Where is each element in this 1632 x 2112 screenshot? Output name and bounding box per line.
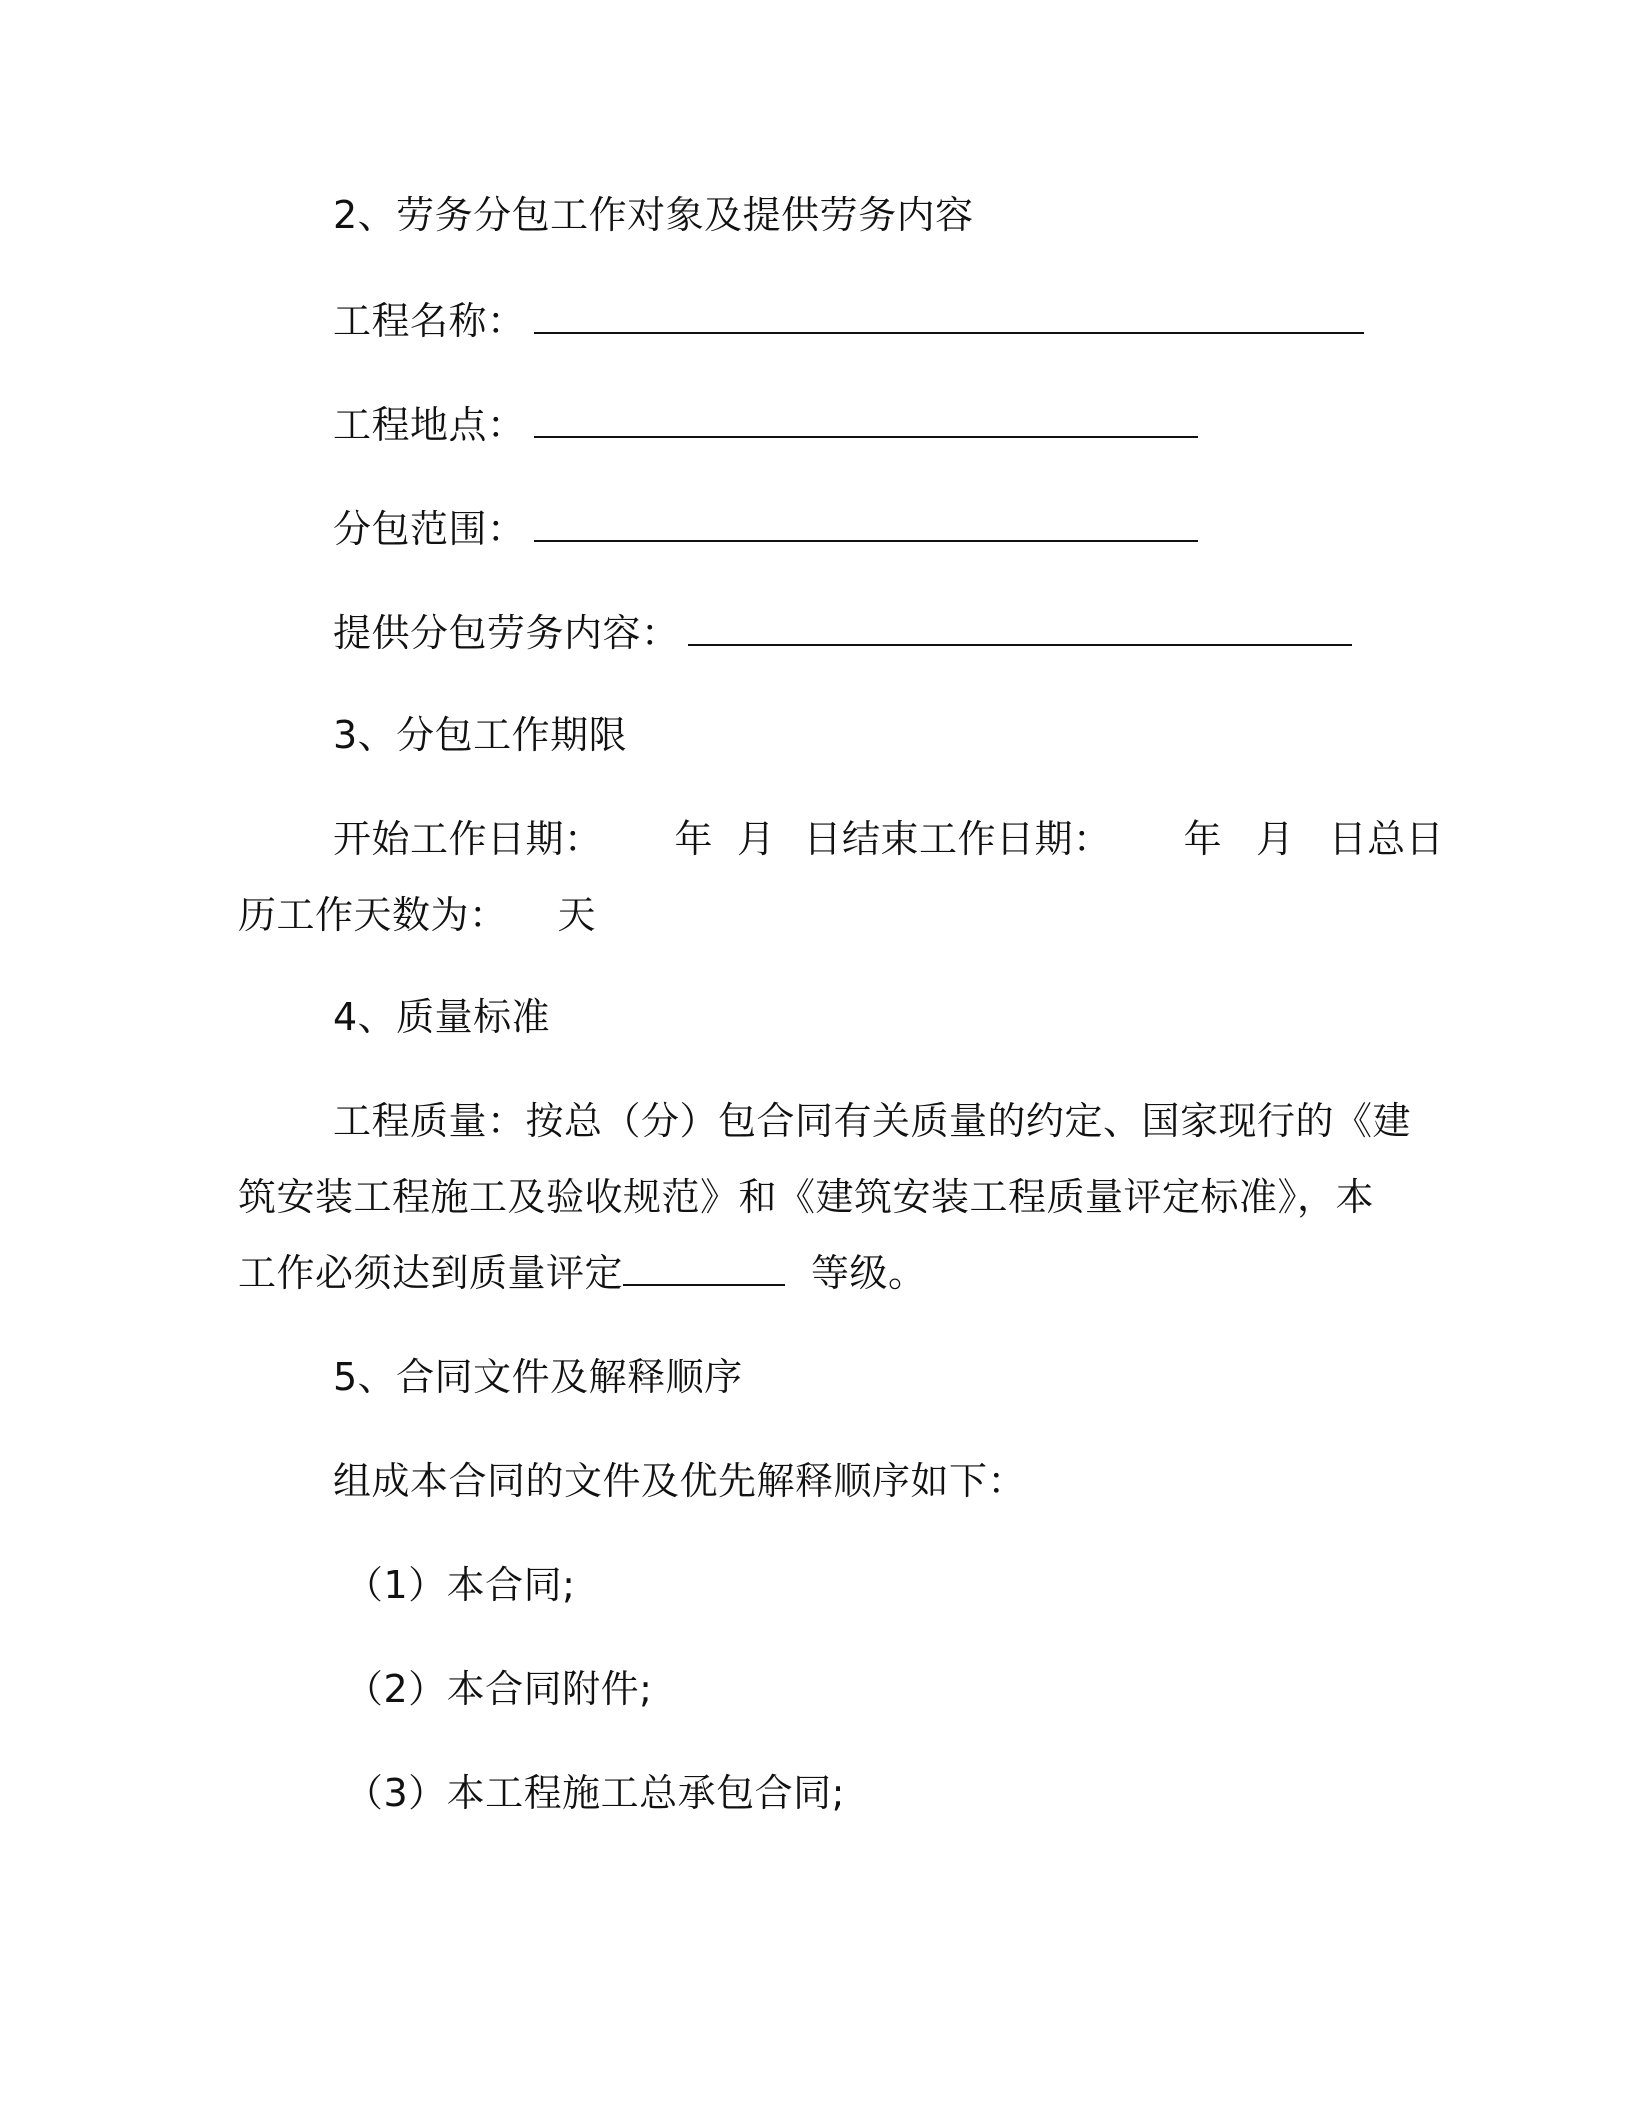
days-unit-label: 天 [557,893,597,937]
work-period-line2 [238,892,596,938]
list-item: （1）本合同; [345,1563,576,1607]
project-name-row [333,298,1364,344]
quality-line-3 [238,1250,927,1296]
end-year-label: 年 [1183,817,1223,861]
project-location-label: 工程地点： [333,403,526,447]
quality-line-3-suffix: 等级。 [811,1251,927,1295]
section-2-heading: 2、劳务分包工作对象及提供劳务内容 [333,193,974,237]
contract-docs-intro: 组成本合同的文件及优先解释顺序如下： [333,1459,1027,1503]
list-item: （3）本工程施工总承包合同; [345,1771,845,1815]
project-name-blank [534,300,1364,334]
quality-line-2: 筑安装工程施工及验收规范》和《建筑安装工程质量评定标准》，本 [238,1175,1375,1219]
work-period-line1 [333,816,1444,862]
subcontract-scope-row [333,506,1198,552]
subcontract-scope-label: 分包范围： [333,507,526,551]
section-5-heading: 5、合同文件及解释顺序 [333,1355,743,1399]
project-name-label: 工程名称： [333,299,526,343]
quality-line-3-prefix: 工作必须达到质量评定 [238,1251,624,1295]
project-location-blank [534,404,1198,438]
end-month-label: 月 [1256,817,1295,861]
quality-line-1: 工程质量：按总（分）包合同有关质量的约定、国家现行的《建 [333,1099,1412,1143]
start-year-label: 年 [674,817,714,861]
end-date-label: 日结束工作日期： [803,817,1112,861]
labor-content-label: 提供分包劳务内容： [333,611,680,655]
section-3-heading: 3、分包工作期限 [333,713,628,757]
list-item: （2）本合同附件; [345,1667,653,1711]
labor-content-row [333,610,1352,656]
labor-content-blank [688,612,1352,646]
start-date-label: 开始工作日期： [333,817,603,861]
project-location-row [333,402,1198,448]
end-day-total-label: 日总日 [1328,817,1445,861]
total-days-label: 历工作天数为： [238,893,508,937]
start-month-label: 月 [737,817,776,861]
quality-grade-blank [623,1252,785,1286]
section-4-heading: 4、质量标准 [333,995,551,1039]
subcontract-scope-blank [534,508,1198,542]
